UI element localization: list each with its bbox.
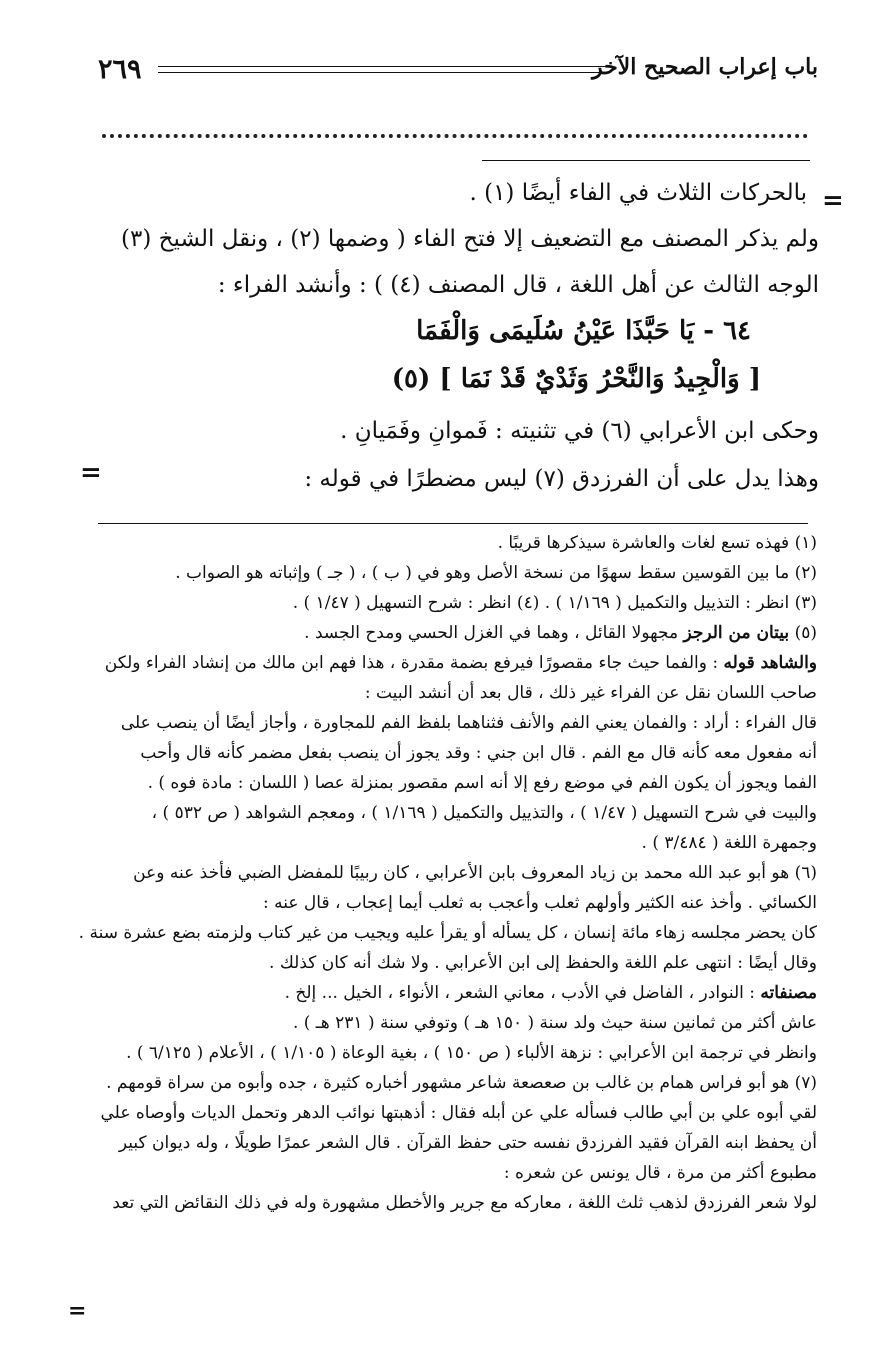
footnote-line: أن يحفظ ابنه القرآن فقيد الفرزدق نفسه حتى حفظ القرآن . قال الشعر عمرًا طويلًا ، وله ديوان كبير — [118, 1133, 817, 1153]
main-line-2: ولم يذكر المصنف مع التضعيف إلا فتح الفاء ( وضمها (٢) ، ونقل الشيخ (٣) — [121, 226, 819, 252]
main-line-3: الوجه الثالث عن أهل اللغة ، قال المصنف (٤) ) : وأنشد الفراء : — [217, 272, 819, 298]
running-header — [98, 48, 818, 92]
footnote-line: أنه مفعول معه كأنه قال مع الفم . قال ابن جني : وقد يجوز أن ينصب بفعل مضمر كأنه قال وأحب — [140, 743, 817, 763]
dotted-separator — [102, 134, 808, 142]
footnotes — [78, 528, 817, 1218]
page-number: ٢٦٩ — [98, 54, 142, 85]
footnote-line: الكسائي . وأخذ عنه الكثير وأولهم ثعلب وأعجب به ثعلب أيما إعجاب ، قال عنه : — [263, 893, 817, 913]
footnote-line: (١) فهذه تسع لغات والعاشرة سيذكرها قريبًا . — [497, 533, 817, 553]
footnote-line: (٦) هو أبو عبد الله محمد بن زياد المعروف بابن الأعرابي ، كان ربيبًا للمفضل الضبي فأخذ عنه وعن — [133, 863, 817, 883]
running-title: باب إعراب الصحيح الآخر — [591, 54, 818, 80]
continued-mark: = — [822, 186, 844, 216]
footnote-line: لولا شعر الفرزدق لذهب ثلث اللغة ، معاركه مع جرير والأخطل مشهورة وله في ذلك النقائض التي تعد — [112, 1193, 817, 1213]
footnote-line: لقي أبوه علي بن أبي طالب فسأله علي عن أبله فقال : أذهبتها نوائب الدهر وتحمل الديات وأوصاه علي — [100, 1103, 817, 1123]
footnote-line: والشاهد قوله : والفما حيث جاء مقصورًا فيرفع بضمة مقدرة ، هذا فهم ابن مالك من إنشاد الفراء ولكن — [104, 653, 817, 673]
footnote-line: صاحب اللسان نقل عن الفراء غير ذلك ، قال بعد أن أنشد البيت : — [364, 683, 817, 703]
footnote-line: وجمهرة اللغة ( ٣/٤٨٤ ) . — [641, 833, 817, 853]
footnote-line: (٢) ما بين القوسين سقط سهوًا من نسخة الأصل وهو في ( ب ) ، ( جـ ) وإثباته هو الصواب . — [175, 563, 817, 583]
main-line-4: وحكى ابن الأعرابي (٦) في تثنيته : فَموانِ وفَمَيانِ . — [340, 418, 819, 444]
footnote-line: وقال أيضًا : انتهى علم اللغة والحفظ إلى ابن الأعرابي . ولا شك أنه كان كذلك . — [269, 953, 817, 973]
verse-line-1: ٦٤ - يَا حَبَّذَا عَيْنُ سُلَيمَى وَالْفَمَا — [416, 316, 751, 346]
header-double-rule — [158, 66, 606, 73]
footnote-line: كان يحضر مجلسه زهاء مائة إنسان ، كل يسأله أو يقرأ عليه ويجيب من غير كتاب ولزمته بضع عشرة سنة . — [78, 923, 817, 943]
main-line-5: وهذا يدل على أن الفرزدق (٧) ليس مضطرًا في قوله : — [304, 466, 819, 492]
footnote-line: (٥) بيتان من الرجز مجهولا القائل ، وهما في الغزل الحسي ومدح الجسد . — [304, 623, 817, 643]
footnote-separator — [98, 523, 808, 524]
footnote-line: وانظر في ترجمة ابن الأعرابي : نزهة الألباء ( ص ١٥٠ ) ، بغية الوعاة ( ١/١٠٥ ) ، الأعلام ( ٦/١٢٥ ) . — [126, 1043, 817, 1063]
footnote-line: عاش أكثر من ثمانين سنة حيث ولد سنة ( ١٥٠ هـ ) وتوفي سنة ( ٢٣١ هـ ) . — [292, 1013, 817, 1033]
footnote-line: قال الفراء : أراد : والفمان يعني الفم والأنف فثناهما بلفظ الفم للمجاورة ، وأجاز أيضًا أن ينصب على — [120, 713, 817, 733]
footnote-line: (٧) هو أبو فراس همام بن غالب بن صعصعة شاعر مشهور أخباره كثيرة ، جده وأبوه من سراة قومهم . — [106, 1073, 817, 1093]
footnote-line: مصنفاته : النوادر ، الفاضل في الأدب ، معاني الشعر ، الأنواء ، الخيل ... إلخ . — [284, 983, 817, 1003]
footnote-line: مطبوع أكثر من مرة ، قال يونس عن شعره : — [503, 1163, 817, 1183]
footnote-line: (٣) انظر : التذييل والتكميل ( ١/١٦٩ ) . (٤) انظر : شرح التسهيل ( ١/٤٧ ) . — [292, 593, 817, 613]
footnote-continues-mark: = — [68, 1298, 87, 1324]
verse-line-2: [ وَالْجِيدُ وَالنَّحْرُ وَثَدْيٌ قَدْ نَمَا ] (٥) — [391, 364, 761, 394]
top-footnote-rule — [482, 160, 810, 161]
main-line-1: بالحركات الثلاث في الفاء أيضًا (١) . — [469, 180, 807, 206]
continues-mark: = — [80, 458, 102, 488]
footnote-line: الفما ويجوز أن يكون الفم في موضع رفع إلا أنه اسم مقصور بمنزلة عصا ( اللسان : مادة فوه ) . — [147, 773, 817, 793]
footnote-line: والبيت في شرح التسهيل ( ١/٤٧ ) ، والتذييل والتكميل ( ١/١٦٩ ) ، ومعجم الشواهد ( ص ٥٣٢ ) ، — [151, 803, 817, 823]
